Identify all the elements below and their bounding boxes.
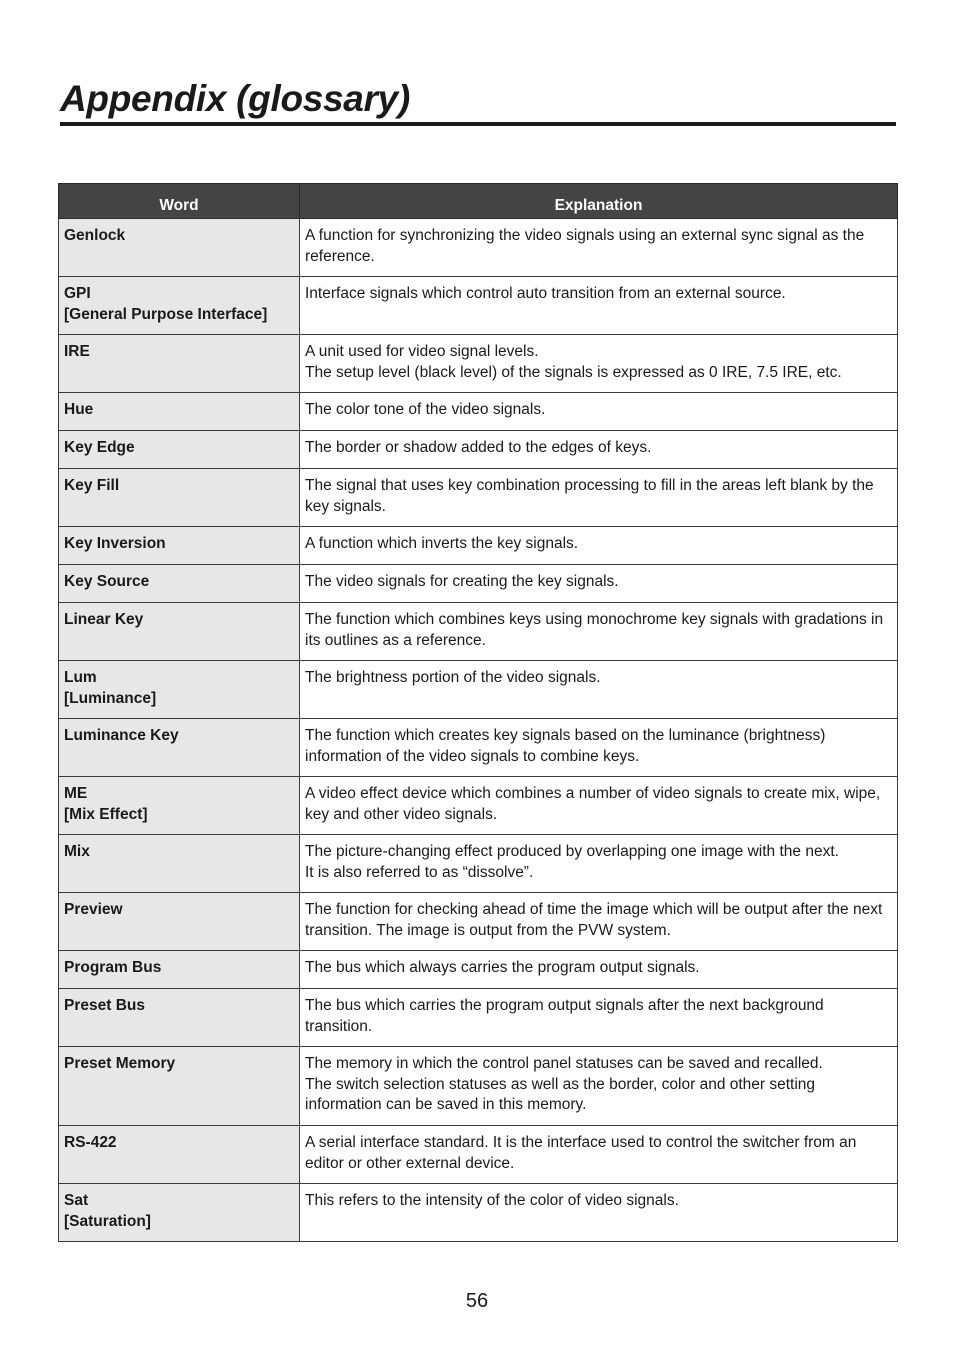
- table-row: [59, 603, 898, 661]
- glossary-term: RS-422: [59, 1126, 300, 1184]
- glossary-term: Preset Memory: [59, 1047, 300, 1126]
- header-word: Word: [59, 184, 300, 219]
- glossary-term: Key Inversion: [59, 527, 300, 565]
- glossary-body: [59, 219, 898, 1242]
- table-row: [59, 1184, 898, 1242]
- table-row: [59, 527, 898, 565]
- table-row: [59, 777, 898, 835]
- glossary-term: Sat [Saturation]: [59, 1184, 300, 1242]
- glossary-term: Preset Bus: [59, 989, 300, 1047]
- table-row: [59, 431, 898, 469]
- glossary-explanation: This refers to the intensity of the color of video signals.: [300, 1184, 898, 1242]
- table-row: [59, 1126, 898, 1184]
- table-row: [59, 835, 898, 893]
- glossary-term: Program Bus: [59, 951, 300, 989]
- glossary-explanation: The border or shadow added to the edges of keys.: [300, 431, 898, 469]
- table-row: [59, 893, 898, 951]
- table-row: [59, 469, 898, 527]
- glossary-explanation: A unit used for video signal levels. The setup level (black level) of the signals is expressed as 0 IRE, 7.5 IRE, etc.: [300, 335, 898, 393]
- glossary-explanation: The function which creates key signals based on the luminance (brightness) information of the video signals to combine keys.: [300, 719, 898, 777]
- table-row: [59, 335, 898, 393]
- glossary-explanation: A function which inverts the key signals.: [300, 527, 898, 565]
- table-row: [59, 989, 898, 1047]
- glossary-term: GPI [General Purpose Interface]: [59, 277, 300, 335]
- glossary-explanation: The color tone of the video signals.: [300, 393, 898, 431]
- table-row: [59, 661, 898, 719]
- table-row: [59, 393, 898, 431]
- table-row: [59, 277, 898, 335]
- glossary-explanation: The signal that uses key combination processing to fill in the areas left blank by the key signals.: [300, 469, 898, 527]
- glossary-term: ME [Mix Effect]: [59, 777, 300, 835]
- table-row: [59, 219, 898, 277]
- glossary-explanation: Interface signals which control auto transition from an external source.: [300, 277, 898, 335]
- glossary-term: Hue: [59, 393, 300, 431]
- glossary-explanation: The bus which always carries the program output signals.: [300, 951, 898, 989]
- header-explanation: Explanation: [300, 184, 898, 219]
- glossary-term: Linear Key: [59, 603, 300, 661]
- glossary-explanation: The function which combines keys using monochrome key signals with gradations in its outlines as a reference.: [300, 603, 898, 661]
- glossary-term: Key Source: [59, 565, 300, 603]
- glossary-term: Mix: [59, 835, 300, 893]
- glossary-explanation: The memory in which the control panel statuses can be saved and recalled. The switch selection statuses as well as the border, color and other setting information can be saved in this memory.: [300, 1047, 898, 1126]
- glossary-explanation: The brightness portion of the video signals.: [300, 661, 898, 719]
- table-header-row: [59, 184, 898, 219]
- glossary-explanation: A serial interface standard. It is the interface used to control the switcher from an editor or other external device.: [300, 1126, 898, 1184]
- table-row: [59, 565, 898, 603]
- page-number: 56: [465, 1290, 489, 1312]
- glossary-explanation: The video signals for creating the key signals.: [300, 565, 898, 603]
- page-title: Appendix (glossary): [60, 76, 896, 126]
- glossary-explanation: A function for synchronizing the video signals using an external sync signal as the reference.: [300, 219, 898, 277]
- glossary-term: Preview: [59, 893, 300, 951]
- glossary-term: Key Edge: [59, 431, 300, 469]
- table-row: [59, 1047, 898, 1126]
- table-row: [59, 719, 898, 777]
- glossary-term: Key Fill: [59, 469, 300, 527]
- glossary-term: IRE: [59, 335, 300, 393]
- glossary-explanation: A video effect device which combines a number of video signals to create mix, wipe, key and other video signals.: [300, 777, 898, 835]
- table-row: [59, 951, 898, 989]
- glossary-explanation: The picture-changing effect produced by overlapping one image with the next. It is also referred to as “dissolve”.: [300, 835, 898, 893]
- glossary-term: Lum [Luminance]: [59, 661, 300, 719]
- glossary-term: Luminance Key: [59, 719, 300, 777]
- glossary-explanation: The function for checking ahead of time the image which will be output after the next transition. The image is output from the PVW system.: [300, 893, 898, 951]
- glossary-term: Genlock: [59, 219, 300, 277]
- glossary-table: [58, 183, 898, 1242]
- glossary-explanation: The bus which carries the program output signals after the next background transition.: [300, 989, 898, 1047]
